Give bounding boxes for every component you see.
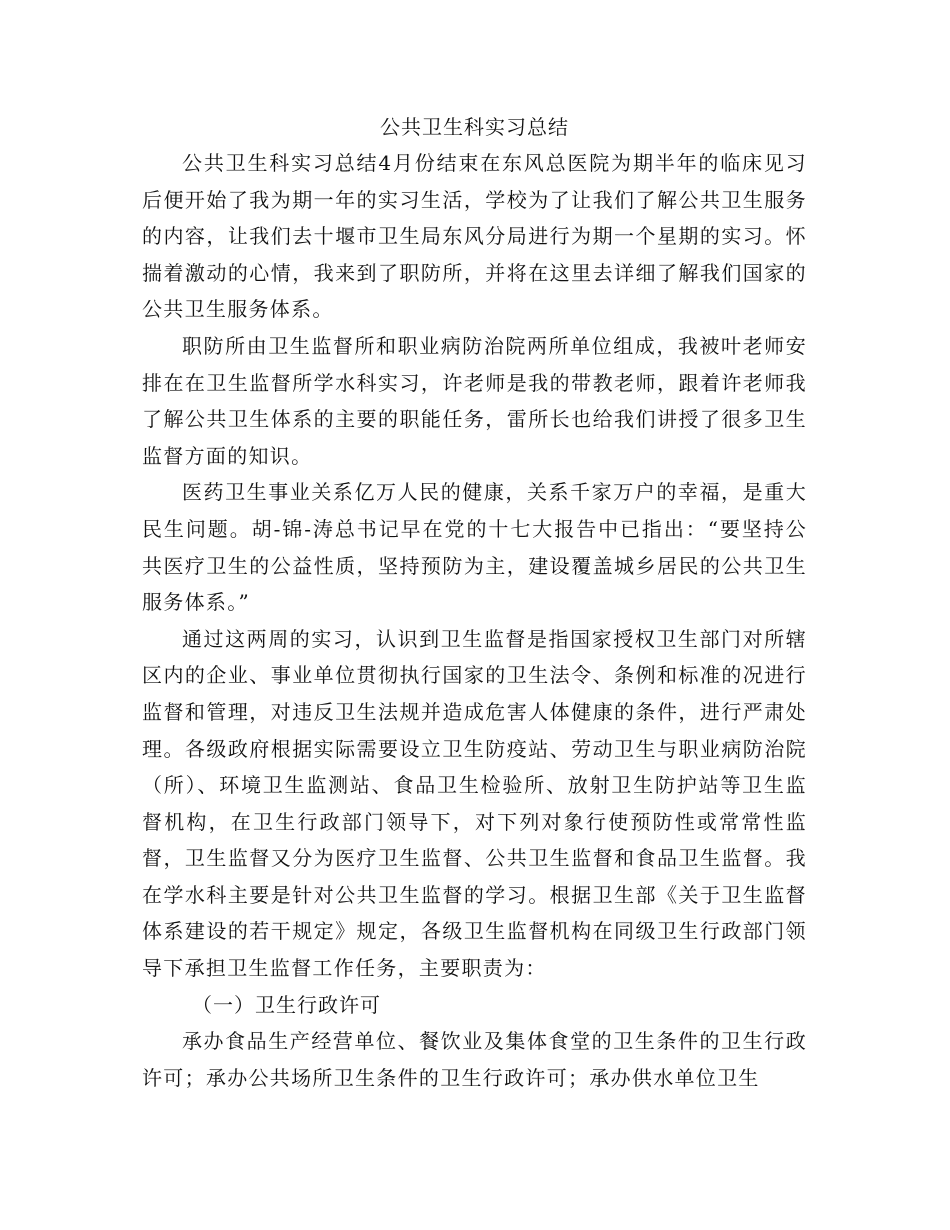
paragraph-policy-quote: 医药卫生事业关系亿万人民的健康，关系千家万户的幸福，是重大民生问题。胡-锦-涛总书记早在党的十七大报告中已指出：“要坚持公共医疗卫生的公益性质，坚持预防为主，建设覆盖城乡居民的公共卫生服务体系。” [142,480,807,615]
paragraph-supervision: 通过这两周的实习，认识到卫生监督是指国家授权卫生部门对所辖区内的企业、事业单位贯彻执行国家的卫生法令、条例和标准的况进行监督和管理，对违反卫生法规并造成危害人体健康的条件，进行严肃处理。各级政府根据实际需要设立卫生防疫站、劳动卫生与职业病防治院（所）、环境卫生监测站、食品卫生检验所、放射卫生防护站等卫生监督机构，在卫生行政部门领导下，对下列对象行使预防性或常常性监督，卫生监督又分为医疗卫生监督、公共卫生监督和食品卫生监督。我在学水科主要是针对公共卫生监督的学习。根据卫生部《关于卫生监督体系建设的若干规定》规定，各级卫生监督机构在同级卫生行政部门领导下承担卫生监督工作任务，主要职责为： [142,626,807,981]
document-body [142,111,807,1096]
paragraph-intro: 公共卫生科实习总结4月份结束在东风总医院为期半年的临床见习后便开始了我为期一年的实习生活，学校为了让我们了解公共卫生服务的内容，让我们去十堰市卫生局东风分局进行为期一个星期的实习。怀揣着激动的心情，我来到了职防所，并将在这里去详细了解我们国家的公共卫生服务体系。 [142,151,807,322]
paragraph-institution: 职防所由卫生监督所和职业病防治院两所单位组成，我被叶老师安排在在卫生监督所学水科实习，许老师是我的带教老师，跟着许老师我了解公共卫生体系的主要的职能任务，雷所长也给我们讲授了很多卫生监督方面的知识。 [142,333,807,468]
document-title: 公共卫生科实习总结 [380,115,569,139]
paragraph-admin-license: 承办食品生产经营单位、餐饮业及集体食堂的卫生条件的卫生行政许可；承办公共场所卫生条件的卫生行政许可；承办供水单位卫生 [142,1029,807,1090]
section-heading-admin-license: （一）卫生行政许可 [192,992,381,1017]
